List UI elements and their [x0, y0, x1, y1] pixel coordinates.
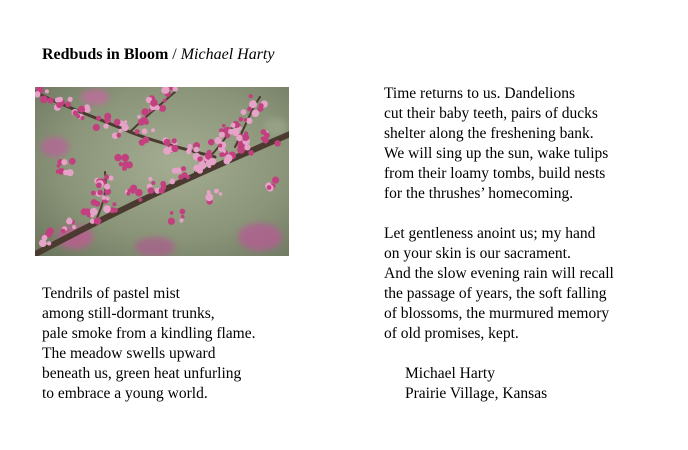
poem-line: among still-dormant trunks, — [42, 305, 215, 322]
blossom-dot — [188, 144, 192, 148]
blossom-dot — [68, 97, 73, 102]
blossom-dot — [94, 217, 101, 224]
blossom-dot — [57, 164, 61, 168]
blossom-dot — [48, 97, 54, 103]
blossom-dot — [104, 184, 110, 190]
blossom-dot — [218, 144, 222, 148]
poem-line: Let gentleness anoint us; my hand — [384, 225, 596, 242]
blossom-dot — [155, 105, 160, 110]
poem-line: The meadow swells upward — [42, 345, 216, 362]
blossom-dot — [39, 239, 47, 247]
blossom-dot — [222, 124, 226, 128]
blossom-dot — [220, 152, 224, 156]
blossom-dot — [163, 99, 167, 103]
blossom-dot — [66, 169, 73, 176]
blossom-dot — [262, 137, 269, 144]
poem-line: pale smoke from a kindling flame. — [42, 325, 256, 342]
blossom-dot — [78, 106, 85, 113]
blossom-dot — [93, 124, 100, 131]
blossom-dot — [106, 197, 110, 201]
poem-line: on your skin is our sacrament. — [384, 245, 571, 262]
blossom-dot — [267, 185, 272, 190]
blossom-dot — [179, 218, 183, 222]
blossom-dot — [65, 102, 71, 108]
blossom-dot — [114, 119, 121, 126]
blossom-dot — [141, 108, 149, 116]
blossom-dot — [194, 147, 200, 153]
blossom-dot — [61, 229, 66, 234]
blossom-dot — [126, 192, 130, 196]
blossom-dot — [151, 128, 155, 132]
blossom-dot — [108, 176, 113, 181]
blossom-dot — [272, 177, 279, 184]
blossom-dot — [112, 202, 116, 206]
blossom-dot — [151, 181, 155, 185]
blossom-dot — [193, 165, 200, 172]
blossom-dot — [67, 217, 71, 221]
blossom-dot — [96, 116, 101, 121]
blossom-dot — [72, 225, 76, 229]
blossom-dot — [103, 123, 108, 128]
blossom-dot — [119, 129, 123, 133]
redbud-photo — [35, 87, 289, 256]
blossom-dot — [138, 119, 145, 126]
blossom-dot — [169, 179, 175, 185]
poem-line: And the slow evening rain will recall — [384, 265, 614, 282]
blossom-dot — [175, 167, 181, 173]
poem-line: shelter along the freshening bank. — [384, 125, 594, 142]
blossom-dot — [102, 195, 107, 200]
title-separator: / — [168, 46, 181, 63]
blossom-dot — [164, 139, 171, 146]
blossom-dot — [219, 132, 225, 138]
redbud-blossom-photo-icon — [35, 87, 289, 256]
blossom-dot — [274, 140, 280, 146]
blossom-dot — [103, 205, 111, 213]
blossom-dot — [261, 129, 267, 135]
blossom-dot — [241, 109, 247, 115]
blossom-dot — [236, 135, 242, 141]
blossom-dot — [172, 138, 177, 143]
blossom-dot — [239, 117, 244, 122]
blossom-dot — [248, 150, 254, 156]
blossom-dot — [123, 161, 130, 168]
blossom-dot — [97, 190, 103, 196]
blossom-dot — [40, 96, 48, 104]
blossom-dot — [80, 116, 84, 120]
blossom-dot — [242, 134, 249, 141]
poem-line: Tendrils of pastel mist — [42, 285, 180, 302]
blossom-dot — [113, 208, 118, 213]
signature-name: Michael Harty — [405, 365, 495, 382]
blossom-dot — [171, 145, 178, 152]
blossom-dot — [199, 161, 205, 167]
blossom-dot — [47, 241, 51, 245]
blossom-dot — [61, 159, 67, 165]
stanza-1 — [42, 284, 256, 404]
blossom-dot — [137, 115, 141, 119]
poem-line: of blossoms, the murmured memory — [384, 305, 610, 322]
blossom-dot — [135, 129, 140, 134]
poem-line: to embrace a young world. — [42, 385, 208, 402]
blossom-dot — [135, 189, 143, 197]
blossom-dot — [159, 188, 165, 194]
poem-line: for the thrushes’ homecoming. — [384, 185, 574, 202]
blossom-dot — [84, 104, 89, 109]
blossom-dot — [58, 97, 63, 102]
blossom-dot — [207, 150, 212, 155]
blossom-dot — [148, 187, 155, 194]
poem-title — [42, 45, 274, 65]
blossom-dot — [247, 107, 252, 112]
blossom-dot — [215, 137, 222, 144]
poem-line: of old promises, kept. — [384, 325, 519, 342]
poem-line: Time returns to us. Dandelions — [384, 85, 576, 102]
blossom-dot — [219, 192, 223, 196]
blossom-dot — [252, 110, 260, 118]
blossom-dot — [244, 144, 250, 150]
blossom-dot — [148, 177, 152, 181]
blossom-dot — [114, 154, 121, 161]
blossom-dot — [235, 123, 240, 128]
blossom-dot — [90, 208, 98, 216]
blossom-dot — [259, 103, 264, 108]
blossom-dot — [207, 190, 211, 194]
blossom-dot — [181, 166, 186, 171]
poem-line: beneath us, green heat unfurling — [42, 365, 242, 382]
blossom-dot — [231, 123, 236, 128]
blossom-dot — [209, 158, 217, 166]
blossom-dot — [104, 113, 111, 120]
blossom-dot — [214, 189, 219, 194]
blossom-dot — [170, 211, 174, 215]
blossom-dot — [160, 181, 166, 187]
blossom-dot — [159, 105, 166, 112]
blossom-dot — [104, 175, 109, 180]
blossom-dot — [181, 215, 185, 219]
blossom-dot — [197, 156, 202, 161]
blossom-dot — [168, 218, 175, 225]
blossom-dot — [180, 209, 186, 215]
blossom-dot — [56, 102, 62, 108]
blossom-dot — [139, 139, 146, 146]
blossom-dot — [138, 198, 142, 202]
stanza-3 — [384, 224, 614, 344]
blossom-dot — [96, 182, 102, 188]
poem-line: We will sing up the sun, wake tulips — [384, 145, 609, 162]
blossom-dot — [45, 89, 49, 93]
blossom-dot — [244, 118, 248, 122]
blossom-dot — [117, 133, 122, 138]
poem-title-text: Redbuds in Bloom — [42, 46, 169, 63]
blossom-dot — [69, 158, 76, 165]
blossom-dot — [208, 139, 214, 145]
poem-line: the passage of years, the soft falling — [384, 285, 607, 302]
signature — [405, 364, 547, 404]
blossom-dot — [232, 128, 240, 136]
blossom-dot — [121, 154, 129, 162]
blossom-dot — [205, 193, 213, 201]
blossom-dot — [246, 118, 252, 124]
poem-author: Michael Harty — [180, 46, 275, 63]
blossom-dot — [249, 94, 253, 98]
blossom-dot — [186, 175, 190, 179]
blossom-dot — [91, 199, 98, 206]
poem-line: cut their baby teeth, pairs of ducks — [384, 105, 598, 122]
blossom-dot — [91, 191, 96, 196]
stanza-2 — [384, 84, 608, 204]
blossom-dot — [124, 120, 128, 124]
blossom-dot — [56, 169, 61, 174]
poem-line: from their loamy tombs, build nests — [384, 165, 606, 182]
blossom-dot — [73, 110, 79, 116]
signature-location: Prairie Village, Kansas — [405, 385, 548, 402]
blossom-dot — [224, 158, 231, 165]
blossom-dot — [121, 124, 128, 131]
blossom-dot — [85, 208, 90, 213]
blossom-dot — [142, 128, 148, 134]
